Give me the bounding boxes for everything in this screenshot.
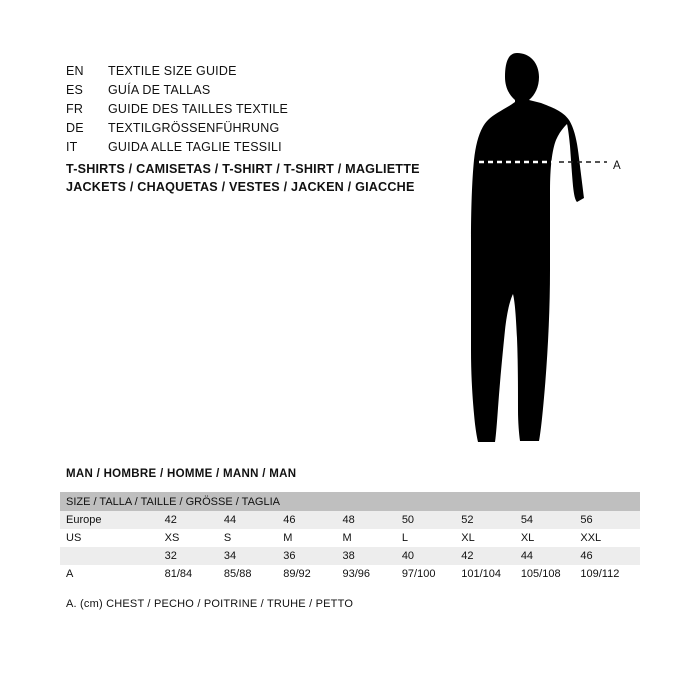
row-label-us: US [60,529,165,547]
footnote-chest-measure: A. (cm) CHEST / PECHO / POITRINE / TRUHE / PETTO [66,598,354,610]
language-row [66,121,466,140]
cell: 54 [521,511,581,529]
cell: 89/92 [283,565,342,583]
table-header-row [60,492,640,511]
size-table [60,492,640,583]
table-row [60,565,640,583]
male-silhouette-figure [455,50,685,450]
row-label-a: A [60,565,165,583]
cell: 46 [283,511,342,529]
cell: 42 [165,511,224,529]
cell: XXL [580,529,640,547]
cell: 44 [521,547,581,565]
language-code: DE [66,121,84,135]
language-code: ES [66,83,84,97]
cell: 46 [580,547,640,565]
table-title: MAN / HOMBRE / HOMME / MANN / MAN [66,468,297,480]
cell: 42 [461,547,521,565]
language-title: TEXTILE SIZE GUIDE [108,64,237,78]
measure-label-a: A [613,160,621,172]
cell: 56 [580,511,640,529]
cell: 109/112 [580,565,640,583]
table-row [60,529,640,547]
language-title: GUIDE DES TAILLES TEXTILE [108,102,289,116]
language-guide-block [66,64,466,159]
cell: 44 [224,511,283,529]
cell: 101/104 [461,565,521,583]
language-title: GUIDA ALLE TAGLIE TESSILI [108,140,282,154]
cell: 93/96 [343,565,402,583]
cell: M [343,529,402,547]
cell: XL [521,529,581,547]
table-row [60,511,640,529]
cell: 34 [224,547,283,565]
cell: 105/108 [521,565,581,583]
row-label-us-numeric [60,547,165,565]
cell: M [283,529,342,547]
cell: 81/84 [165,565,224,583]
table-header-label: SIZE / TALLA / TAILLE / GRÖSSE / TAGLIA [60,492,640,511]
language-row [66,83,466,102]
cell: XS [165,529,224,547]
table-row [60,547,640,565]
language-title: GUÍA DE TALLAS [108,83,211,97]
cell: 52 [461,511,521,529]
cell: 36 [283,547,342,565]
language-code: IT [66,140,78,154]
cell: S [224,529,283,547]
language-row [66,140,466,159]
cell: 40 [402,547,461,565]
language-row [66,102,466,121]
language-title: TEXTILGRÖSSENFÜHRUNG [108,121,280,135]
language-code: FR [66,102,84,116]
cell: 32 [165,547,224,565]
cell: 85/88 [224,565,283,583]
cell: 38 [343,547,402,565]
category-jackets: JACKETS / CHAQUETAS / VESTES / JACKEN / GIACCHE [66,180,415,194]
cell: 97/100 [402,565,461,583]
garment-category-block [66,160,486,196]
cell: 48 [343,511,402,529]
cell: L [402,529,461,547]
language-code: EN [66,64,84,78]
silhouette-svg [455,50,685,450]
row-label-europe: Europe [60,511,165,529]
category-tshirts: T-SHIRTS / CAMISETAS / T-SHIRT / T-SHIRT / MAGLIETTE [66,162,420,176]
cell: XL [461,529,521,547]
cell: 50 [402,511,461,529]
language-row [66,64,466,83]
